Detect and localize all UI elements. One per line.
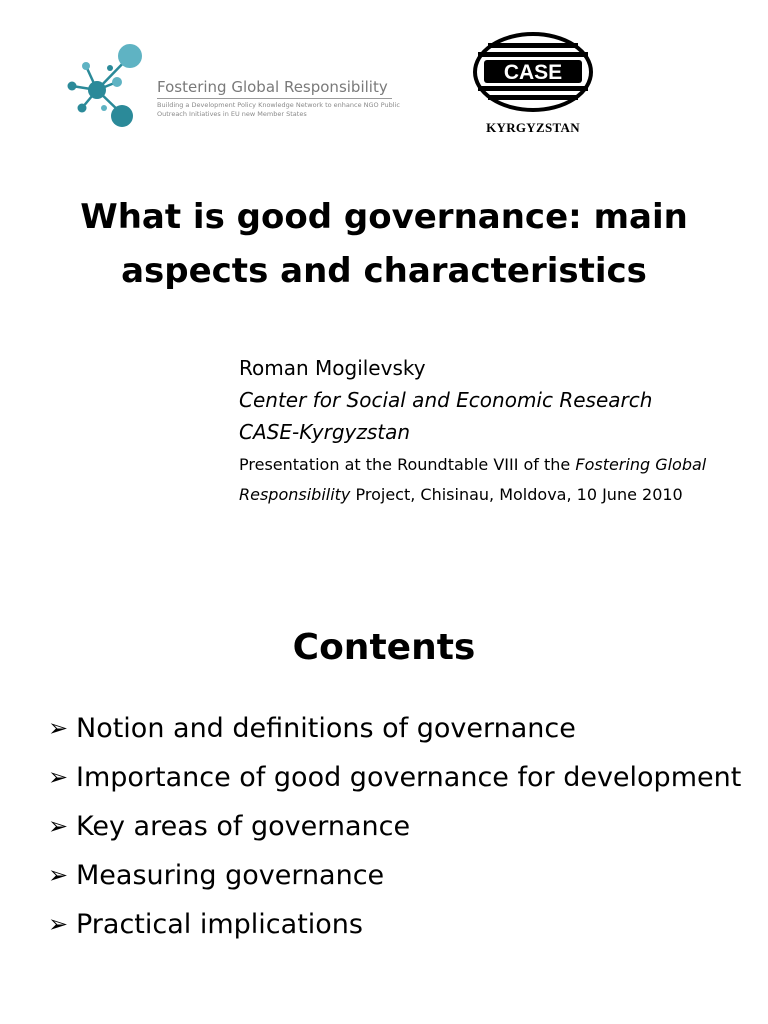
presentation-note [239, 450, 759, 510]
case-kyrgyzstan-logo [468, 30, 598, 140]
fgr-logo-title: Fostering Global Responsibility [157, 78, 388, 96]
contents-item-label: Measuring governance [76, 860, 385, 891]
contents-item-label: Practical implications [76, 909, 363, 940]
presentation-project-name: Fostering Global Responsibility [239, 455, 707, 504]
contents-item [48, 757, 748, 798]
case-logo-caption: KYRGYZSTAN [486, 120, 580, 135]
case-logo-mark: CASE [503, 61, 563, 84]
byline [239, 352, 759, 510]
presentation-note-prefix: Presentation at the Roundtable VIII of the [239, 455, 576, 474]
contents-title: Contents [292, 627, 476, 668]
author-name: Roman Mogilevsky [239, 356, 426, 380]
contents-item [48, 806, 748, 847]
presentation-title: What is good governance: main aspects and characteristics [80, 197, 688, 291]
arrow-bullet-icon: ➢ [48, 861, 69, 889]
contents-slide [0, 590, 768, 1024]
contents-item-label: Notion and definitions of governance [76, 713, 576, 744]
contents-item [48, 855, 748, 896]
arrow-bullet-icon: ➢ [48, 910, 69, 938]
arrow-bullet-icon: ➢ [48, 763, 69, 791]
fostering-global-responsibility-logo [62, 38, 402, 138]
contents-item-label: Importance of good governance for development [76, 762, 742, 793]
contents-item [48, 708, 748, 749]
molecule-icon [62, 38, 152, 138]
presentation-note-suffix: Project, Chisinau, Moldova, 10 June 2010 [350, 485, 683, 504]
contents-list [48, 708, 748, 953]
arrow-bullet-icon: ➢ [48, 714, 69, 742]
organization-name: Center for Social and Economic Research [239, 388, 653, 412]
fgr-logo-subtitle: Building a Development Policy Knowledge Network to enhance NGO Public Outreach Initiatives in EU new Member States [157, 101, 400, 118]
contents-item [48, 904, 748, 945]
arrow-bullet-icon: ➢ [48, 812, 69, 840]
case-emblem-icon [468, 30, 598, 118]
fgr-logo-divider [157, 98, 392, 99]
organization-short-name: CASE-Kyrgyzstan [239, 420, 411, 444]
contents-item-label: Key areas of governance [76, 811, 411, 842]
